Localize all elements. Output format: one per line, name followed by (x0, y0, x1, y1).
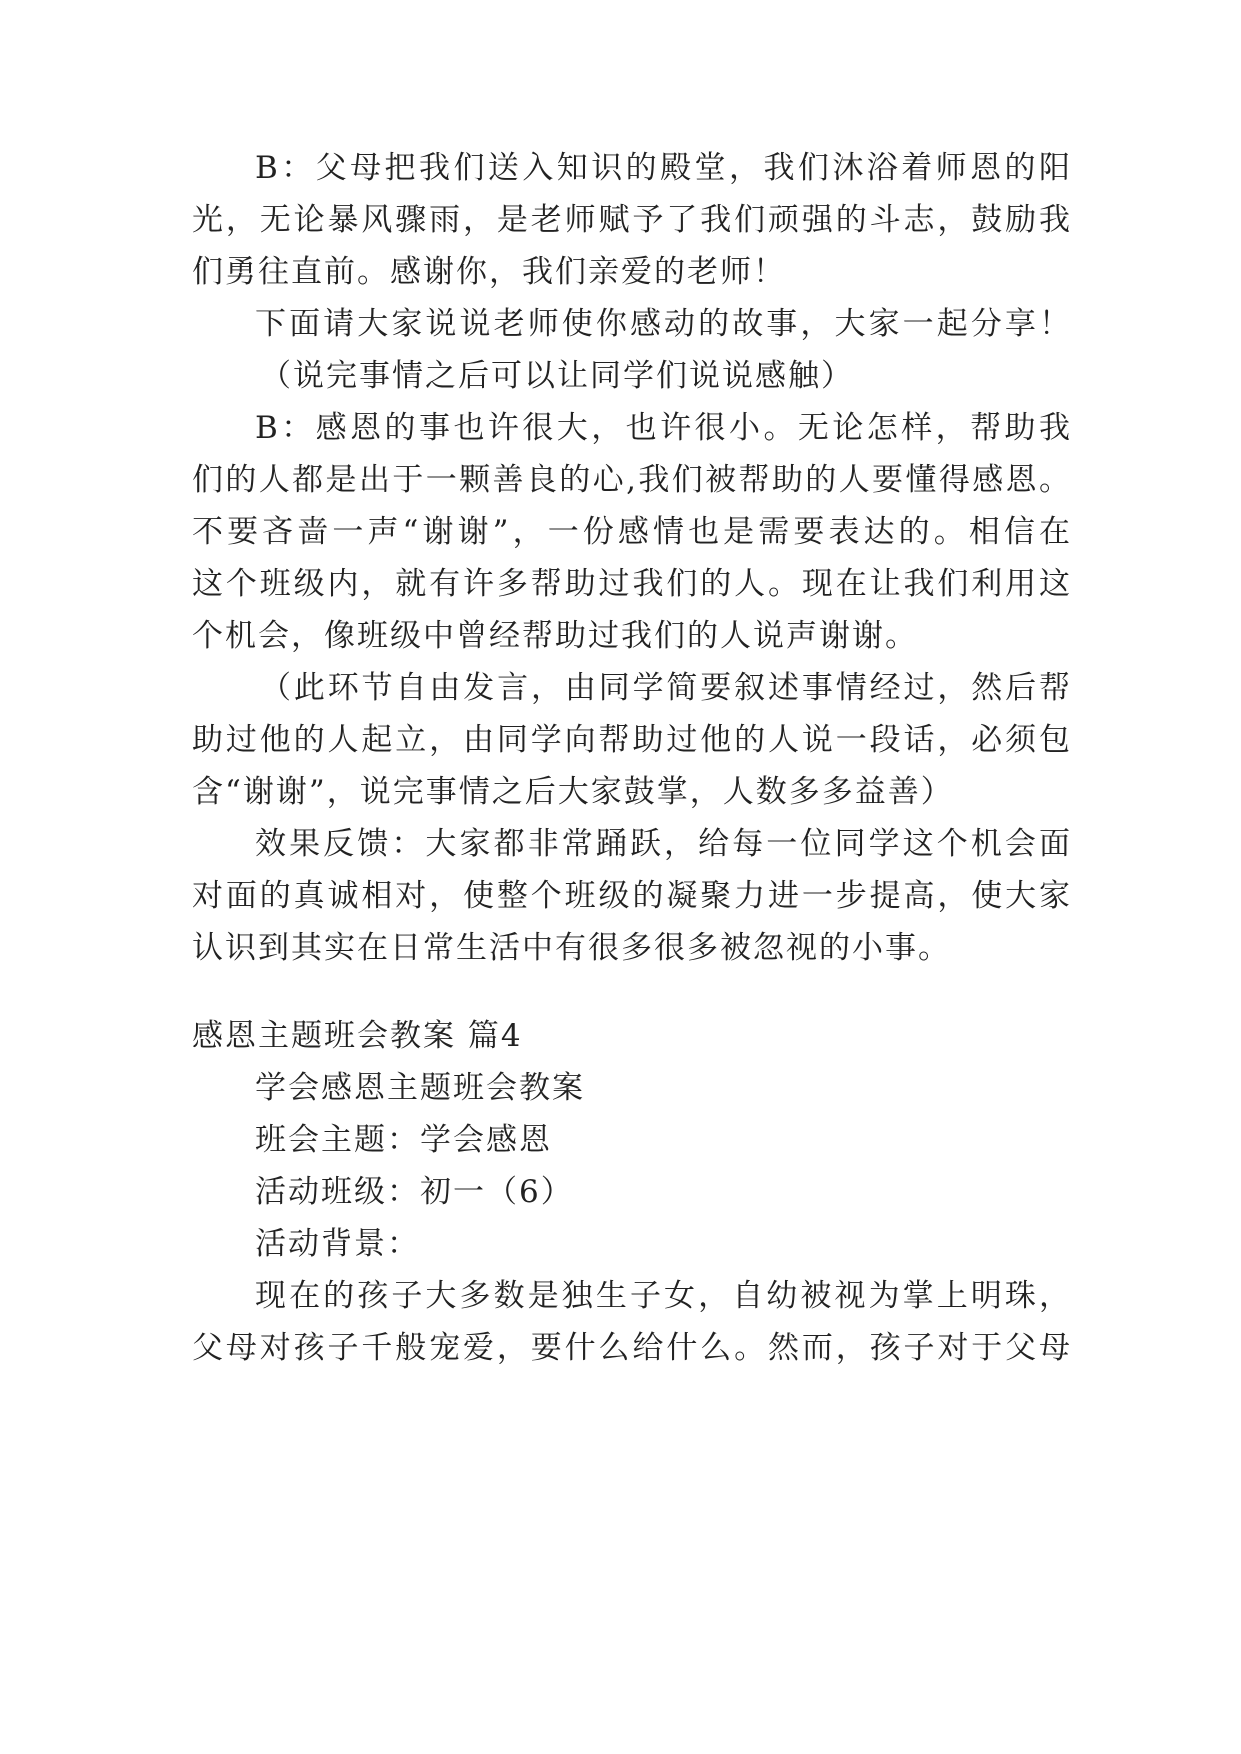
section-heading: 感恩主题班会教案 篇4 (192, 1018, 523, 1054)
paragraph-line: 活动班级：初一（6） (255, 1174, 574, 1210)
paragraph-line: B：感恩的事也许很大，也许很小。无论怎样，帮助我 (255, 410, 1072, 446)
paragraph-line: 现在的孩子大多数是独生子女，自幼被视为掌上明珠， (255, 1278, 1072, 1314)
paragraph-line: 们的人都是出于一颗善良的心,我们被帮助的人要懂得感恩。 (192, 462, 1072, 498)
paragraph-line: 这个班级内，就有许多帮助过我们的人。现在让我们利用这 (192, 566, 1072, 602)
paragraph-line: 对面的真诚相对，使整个班级的凝聚力进一步提高，使大家 (192, 878, 1072, 914)
paragraph-line: 认识到其实在日常生活中有很多很多被忽视的小事。 (192, 930, 951, 966)
paragraph-line: （此环节自由发言，由同学简要叙述事情经过，然后帮 (260, 670, 1072, 706)
paragraph-line: 光，无论暴风骤雨，是老师赋予了我们顽强的斗志，鼓励我 (192, 202, 1072, 238)
paragraph-line: 下面请大家说说老师使你感动的故事，大家一起分享！ (255, 306, 1072, 342)
paragraph-line: 效果反馈：大家都非常踊跃，给每一位同学这个机会面 (255, 826, 1072, 862)
paragraph-line: 学会感恩主题班会教案 (255, 1070, 585, 1106)
paragraph-line: 不要吝啬一声“谢谢”，一份感情也是需要表达的。相信在 (192, 514, 1072, 550)
paragraph-line: 们勇往直前。感谢你，我们亲爱的老师！ (192, 254, 786, 290)
paragraph-line: 活动背景： (255, 1226, 420, 1262)
paragraph-line: 含“谢谢”，说完事情之后大家鼓掌，人数多多益善） (192, 774, 954, 810)
paragraph-line: 父母对孩子千般宠爱，要什么给什么。然而，孩子对于父母 (192, 1330, 1072, 1366)
paragraph-line: （说完事情之后可以让同学们说说感触） (260, 358, 854, 394)
paragraph-line: B：父母把我们送入知识的殿堂，我们沐浴着师恩的阳 (255, 150, 1072, 186)
paragraph-line: 助过他的人起立，由同学向帮助过他的人说一段话，必须包 (192, 722, 1072, 758)
paragraph-line: 班会主题：学会感恩 (255, 1122, 552, 1158)
paragraph-line: 个机会，像班级中曾经帮助过我们的人说声谢谢。 (192, 618, 918, 654)
